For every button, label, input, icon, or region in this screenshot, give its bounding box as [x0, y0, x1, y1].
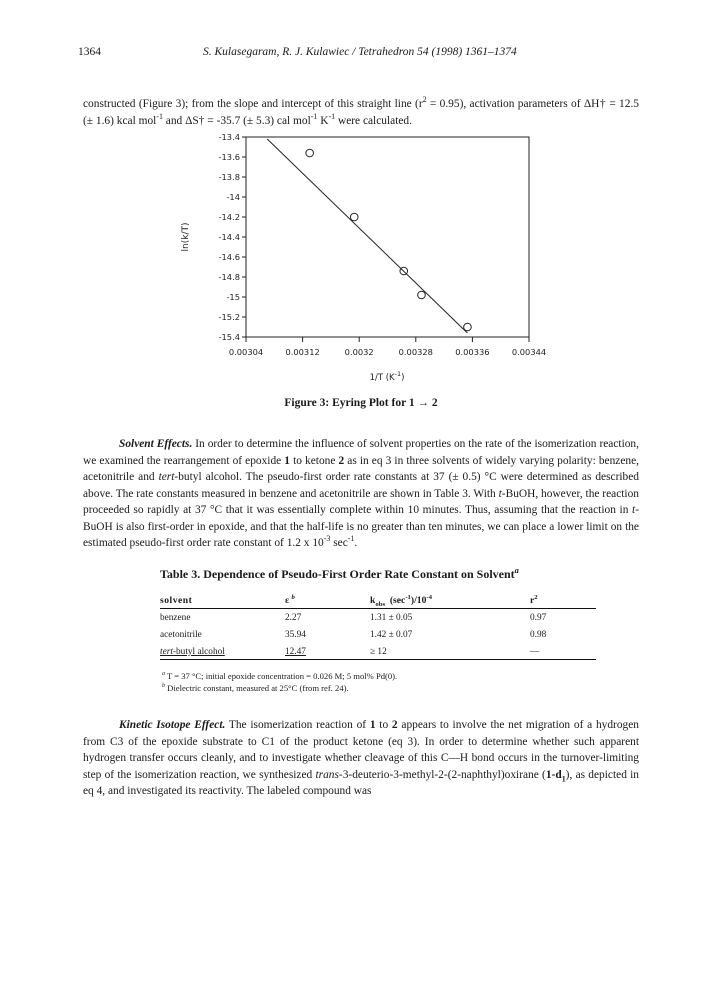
section-heading-solvent: Solvent Effects. — [119, 438, 193, 450]
data-point — [306, 149, 314, 157]
cell-solvent: benzene — [160, 613, 191, 623]
cell-r2: — — [530, 643, 596, 660]
y-tick-label: -14.8 — [218, 272, 240, 282]
y-axis-label: ln(k/T) — [181, 222, 191, 252]
cell-r2: 0.98 — [530, 630, 547, 640]
x-axis-label: 1/T $(K^{-1})$ — [369, 370, 405, 383]
footnote-a: $^a$ T = 37 °C; initial epoxide concentration = 0.026 M; 5 mol% Pd(0). — [162, 671, 398, 681]
regression-line — [267, 139, 467, 333]
cell-dielectric: 2.27 — [285, 613, 302, 623]
cell-kobs: 1.42 ± 0.07 — [370, 630, 413, 640]
x-tick-label: 0.00304 — [228, 347, 264, 357]
cell-kobs: ≥ 12 — [370, 643, 530, 660]
cell-dielectric: 35.94 — [285, 630, 306, 640]
table-row — [160, 609, 596, 627]
table-row — [160, 643, 596, 660]
data-point — [350, 213, 358, 221]
table-row — [160, 626, 596, 643]
y-tick-label: -13.8 — [218, 172, 240, 182]
col-header-solvent: solvent — [160, 592, 285, 609]
y-tick-label: -15.2 — [218, 312, 240, 322]
cell-kobs: 1.31 ± 0.05 — [370, 613, 413, 623]
paragraph-solvent-effects: Solvent Effects. In order to determine the influence of solvent properties on the rate of the isomerization reaction, we examined the rearrangement of epoxide 1 to ketone 2 as in eq 3 in three solvents of widely varying polarity: benzene, acetonitrile and tert-butyl alcohol. The pseudo-first order rate constants at 37 (± 0.5) °C were determined as described above. The rate constants measured in benzene and acetonitrile are shown in Table 3. With t-BuOH, however, the reaction proceeded so rapidly at 37 °C that it was essentially complete within 10 minutes. Thus, assuming that the reaction in t-BuOH is also first-order in epoxide, and that the half-life is no greater than ten minutes, we can place a lower limit on the estimated pseudo-first order rate constant of 1.2 x $10^{-3}$ $\sec^{-1}$. — [83, 438, 639, 549]
cell-solvent: acetonitrile — [160, 630, 202, 640]
x-tick-label: 0.00344 — [511, 347, 547, 357]
figure-caption: Figure 3: Eyring Plot for 1 → 2 — [284, 397, 438, 409]
rate-constant-table — [160, 591, 596, 660]
x-tick-label: 0.00328 — [398, 347, 433, 357]
col-header-r2: $r^2$ — [530, 592, 596, 609]
plot-frame — [246, 137, 529, 337]
section-heading-kie: Kinetic Isotope Effect. — [119, 719, 226, 731]
y-tick-label: -14.4 — [218, 232, 240, 242]
data-point — [418, 291, 426, 299]
y-tick-label: -15 — [226, 292, 240, 302]
eyring-plot — [170, 130, 550, 392]
x-tick-label: 0.00336 — [455, 347, 490, 357]
col-header-dielectric: ε $^b$ — [285, 592, 370, 609]
y-tick-label: -13.6 — [218, 152, 240, 162]
paragraph-eyring-intro: constructed (Figure 3); from the slope and intercept of this straight line $(r^2 = 0.95)$, activation parameters of ΔH† = 12.5 (± 1.6) kcal mol$^{-1}$ and ΔS† = -35.7 (± 5.3) cal mol$^{-1}$ $K^{-1}$ were calculated. — [83, 95, 639, 127]
data-point — [464, 323, 472, 331]
col-header-kobs: $k_{obs}$ $(\sec^{-1})/10^{-4}$ — [370, 592, 530, 609]
y-tick-label: -13.4 — [218, 132, 240, 142]
x-tick-label: 0.0032 — [344, 347, 374, 357]
page-number: 1364 — [78, 46, 101, 58]
footnote-b: $^b$ Dielectric constant, measured at 25°C (from ref. 24). — [162, 682, 349, 693]
cell-r2: 0.97 — [530, 613, 547, 623]
y-tick-label: -14 — [226, 192, 240, 202]
paragraph-kinetic-isotope: Kinetic Isotope Effect. The isomerization reaction of 1 to 2 appears to involve the net migration of a hydrogen from C3 of the epoxide substrate to C1 of the product ketone (eq 3). In order to determine whether such apparent hydrogen transfer occurs cleanly, and to investigate whether cleavage of this C—H bond occurs in the turnover-limiting step of the isomerization reaction, we synthesized trans-3-deuterio-3-methyl-2-(2-naphthyl)oxirane $(1-d_1)$, as depicted in eq 4, and investigated its reactivity. The labeled compound was — [83, 719, 640, 797]
y-tick-label: -14.6 — [218, 252, 240, 262]
y-tick-label: -14.2 — [218, 212, 240, 222]
y-tick-label: -15.4 — [218, 332, 240, 342]
cell-dielectric: 12.47 — [285, 643, 370, 660]
table-footnotes — [162, 671, 397, 694]
cell-solvent: tert-butyl alcohol — [160, 643, 285, 660]
table-title: Table 3. Dependence of Pseudo-First Order Rate Constant on Solvent$^a$ — [160, 566, 519, 581]
running-header — [78, 46, 638, 62]
eyring-plot-figure — [170, 130, 550, 392]
journal-reference: S. Kulasegaram, R. J. Kulawiec / Tetrahedron 54 (1998) 1361–1374 — [203, 46, 517, 58]
x-tick-label: 0.00312 — [285, 347, 320, 357]
